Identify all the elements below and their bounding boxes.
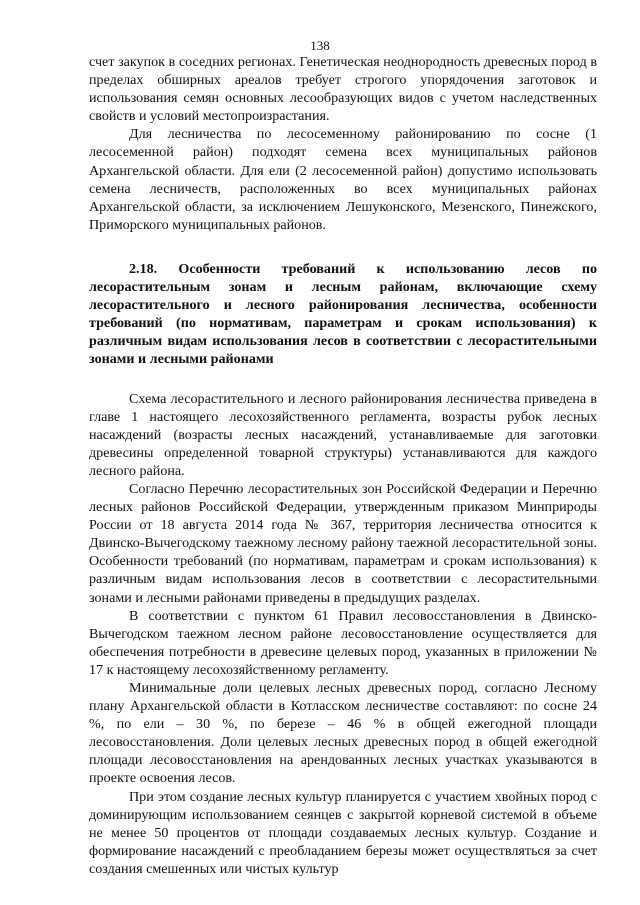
paragraph-continuation: счет закупок в соседних регионах. Генетическая неоднородность древесных пород в пределах обширных ареалов требует строгого упорядочения заготовок и использования семян основных лесообразующих видов с учетом наследственных свойств и условий местопроизрастания. [89, 54, 597, 125]
paragraph-reforestation-rules: В соответствии с пунктом 61 Правил лесовосстановления в Двинско-Вычегодском таежном лесном районе лесовосстановление осуществляется для обеспечения потребности в древесине целевых пород, указанных в приложении № 17 к настоящему лесохозяйственному регламенту. [89, 607, 597, 678]
paragraph-forest-zones-list: Согласно Перечню лесорастительных зон Российской Федерации и Перечню лесных районов Российской Федерации, утвержденным приказом Минприроды России от 18 августа 2014 года № 367, территория лесничества относится к Двинско-Вычегодскому таежному лесному району таежной лесорастительной зоны. Особенности требований (по нормативам, параметрам и срокам использования) к различным видам использования лесов в соответствии с лесорастительными зонами и лесными районами приведены в предыдущих разделах. [89, 480, 597, 606]
paragraph-forest-cultures: При этом создание лесных культур планируется с участием хвойных пород с доминирующим использованием сеянцев с закрытой корневой системой в объеме не менее 50 процентов от площади создаваемых лесных культур. Создание и формирование насаждений с преобладанием березы может осуществляться за счет создания смешенных или чистых культур [89, 788, 597, 877]
paragraph-seed-zoning: Для лесничества по лесосеменному районированию по сосне (1 лесосеменной район) подходят семена всех муниципальных районов Архангельской области. Для ели (2 лесосеменной район) допустимо использовать семена лесничеств, расположенных во всех муниципальных районах Архангельской области, за исключением Лешуконского, Мезенского, Пинежского, Приморского муниципальных районов. [89, 126, 597, 233]
section-heading-2-18: 2.18. Особенности требований к использованию лесов по лесорастительным зонам и лесным районам, включающие схему лесорастительного и лесного районирования лесничества, особенности требований (по нормативам, параметрам и срокам использования) к различным видам использования лесов в соответствии с лесорастительными зонами и лесными районами [89, 260, 597, 368]
page-number: 138 [310, 38, 330, 53]
text-column [89, 53, 597, 878]
paragraph-target-species-shares: Минимальные доли целевых лесных древесных пород, согласно Лесному плану Архангельской области в Котласском лесничестве составляют: по сосне 24 %, по ели – 30 %, по березе – 46 % в общей ежегодной площади лесовосстановления. Доли целевых лесных древесных пород в общей ежегодной площади лесовосстановления на арендованных лесных участках указываются в проекте освоения лесов. [89, 680, 597, 787]
paragraph-zoning-scheme: Схема лесорастительного и лесного районирования лесничества приведена в главе 1 настоящего лесохозяйственного регламента, возрасты рубок лесных насаждений (возрасты лесных насаждений, устанавливаемые для заготовки древесины определенной товарной структуры) устанавливаются для каждого лесного района. [89, 390, 597, 479]
